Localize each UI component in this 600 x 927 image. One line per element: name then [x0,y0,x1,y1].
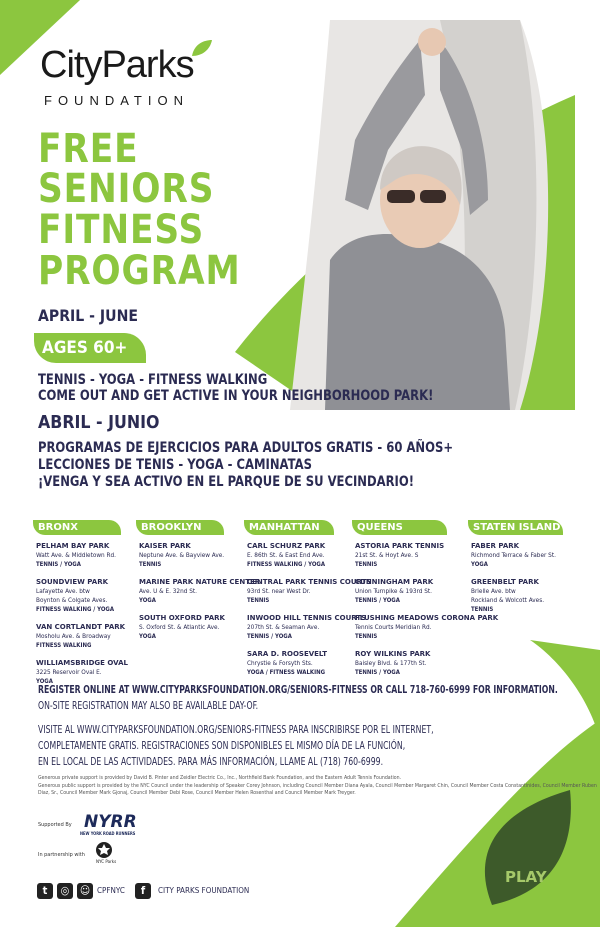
headline-free: FREE [38,126,139,172]
supported-by-label: Supported By [38,822,72,828]
fineprint-private: Generous private support is provided by David B. Pinter and Zeidler Electric Co., Inc., Northfield Bank Foundation, and the Eastern Adult Tennis Foundation. [38,775,402,781]
borough-header: BRONX [33,520,121,535]
borough-column-staten-island [468,520,578,622]
park-activities: TENNIS [139,561,162,568]
facebook-page: CITY PARKS FOUNDATION [158,886,250,895]
park-name: VAN CORTLANDT PARK [36,623,126,631]
park-name: ROY WILKINS PARK [355,650,431,658]
park-name: CARL SCHURZ PARK [247,542,326,550]
park-listing [352,541,462,569]
twitter-icon[interactable]: t [37,883,53,899]
park-activities: FITNESS WALKING [36,642,92,649]
park-name: GREENBELT PARK [471,578,539,586]
park-address: Neptune Ave. & Bayview Ave. [139,551,225,559]
park-activities: TENNIS [355,633,378,640]
park-listing [352,577,462,605]
play-label: PLAY [505,868,547,886]
park-address: Baisley Blvd. & 177th St. [355,659,427,667]
park-listing [352,649,462,677]
park-activities: YOGA [139,597,156,604]
borough-header: MANHATTAN [244,520,334,535]
instagram-icon[interactable]: ◎ [57,883,73,899]
tagline-english: COME OUT AND GET ACTIVE IN YOUR NEIGHBORHOOD PARK! [38,388,434,404]
park-name: FLUSHING MEADOWS CORONA PARK [355,614,499,622]
park-activities: TENNIS / YOGA [36,561,81,568]
borough-header: QUEENS [352,520,447,535]
snapchat-icon[interactable]: ☺ [77,883,93,899]
park-address: Tennis Courts Meridian Rd. [355,623,432,631]
borough-column-bronx [33,520,143,694]
park-activities: YOGA [36,678,53,685]
register-spanish-1: VISITE AL WWW.CITYPARKSFOUNDATION.ORG/SENIORS-FITNESS PARA INSCRIBIRSE POR EL INTERNET, [38,724,434,736]
logo-foundation: FOUNDATION [44,93,189,108]
register-spanish-2: COMPLETAMENTE GRATIS. REGISTRACIONES SON DISPONIBLES EL MISMO DÍA DE LA FUNCIÓN, [38,740,406,752]
park-address: Boynton & Colgate Aves. [36,596,108,604]
park-address: 21st St. & Hoyt Ave. S [355,551,419,559]
fineprint [38,775,598,798]
park-listing [352,613,499,641]
activities-english: TENNIS - YOGA - FITNESS WALKING [38,372,268,388]
park-address: Watt Ave. & Middletown Rd. [36,551,116,559]
park-activities: FITNESS WALKING / YOGA [36,606,115,613]
facebook-icon[interactable]: f [135,883,151,899]
headline-fitness: FITNESS [38,207,205,253]
borough-column-manhattan [244,520,372,685]
register-spanish-3: EN EL LOCAL DE LAS ACTIVIDADES. PARA MÁS INFORMACIÓN, LLAME AL (718) 760-6999. [38,756,384,768]
park-activities: FITNESS WALKING / YOGA [247,561,326,568]
fineprint-public: Generous public support is provided by the NYC Council under the leadership of Speaker Corey Johnson, including Council Member Diana Ayala, Council Member Margaret Chin, Council Member Costa Constantinides, Council Member Ruben Diaz, Sr., Council Member Mark Gjonaj, Council Member Debi Rose, Council Member Helen Rosenthal and Council Member Mark Treyger. [38,782,597,796]
park-address: Chrystie & Forsyth Sts. [247,659,313,667]
park-listing [136,541,246,569]
senior-woman-photo [290,20,548,410]
park-name: SOUTH OXFORD PARK [139,614,225,622]
park-activities: YOGA [471,561,488,568]
park-activities: TENNIS / YOGA [355,597,400,604]
register-english-2: ON-SITE REGISTRATION MAY ALSO BE AVAILABLE DAY-OF. [38,700,259,712]
park-address: Ave. U & E. 32nd St. [139,587,197,595]
park-address: Rockland & Wolcott Aves. [471,596,545,604]
park-name: WILLIAMSBRIDGE OVAL [36,659,128,667]
park-activities: TENNIS [471,606,494,613]
park-activities: YOGA [139,633,156,640]
park-address: 207th St. & Seaman Ave. [247,623,320,631]
ages-badge: AGES 60+ [34,333,146,363]
leaf-icon [190,38,214,58]
register-english-1: REGISTER ONLINE AT WWW.CITYPARKSFOUNDATION.ORG/SENIORS-FITNESS OR CALL 718-760-6999 FOR INFORMATION. [38,684,558,696]
social-handle: CPFNYC [97,886,125,895]
borough-column-brooklyn [136,520,261,649]
park-listing [244,577,372,605]
partnership-label: In partnership with [38,852,85,858]
park-name: SOUNDVIEW PARK [36,578,109,586]
park-listing [33,622,143,650]
park-listing [468,577,578,614]
park-name: INWOOD HILL TENNIS COURTS [247,614,367,622]
park-name: FABER PARK [471,542,520,550]
park-name: KAISER PARK [139,542,191,550]
dates-english: APRIL - JUNE [38,306,138,325]
park-name: SARA D. ROOSEVELT [247,650,328,658]
logo-cityparks: CityParks [40,44,194,86]
park-address: Lafayette Ave. btw [36,587,90,595]
park-activities: TENNIS [247,597,270,604]
nyrr-fullname: NEW YORK ROAD RUNNERS [80,831,136,836]
nyrr-logo: NYRR [84,812,137,832]
park-listing [468,541,578,569]
park-activities: TENNIS / YOGA [355,669,400,676]
park-activities: TENNIS [355,561,378,568]
park-listing [33,577,143,614]
park-address: 3225 Reservoir Oval E. [36,668,102,676]
park-address: Richmond Terrace & Faber St. [471,551,556,559]
park-listing [136,613,246,641]
dates-spanish: ABRIL - JUNIO [38,412,160,433]
park-address: Brielle Ave. btw [471,587,516,595]
spanish-line-3: ¡VENGA Y SEA ACTIVO EN EL PARQUE DE SU VECINDARIO! [38,474,415,490]
spanish-line-2: LECCIONES DE TENIS - YOGA - CAMINATAS [38,457,312,473]
park-address: 93rd St. near West Dr. [247,587,311,595]
park-name: CUNNINGHAM PARK [355,578,434,586]
park-activities: YOGA / FITNESS WALKING [247,669,326,676]
park-address: E. 86th St. & East End Ave. [247,551,325,559]
borough-header: BROOKLYN [136,520,224,535]
park-name: ASTORIA PARK TENNIS [355,542,445,550]
park-listing [244,649,354,677]
park-listing [244,613,367,641]
headline-seniors: SENIORS [38,166,215,212]
park-listing [33,658,143,686]
park-address: Mosholu Ave. & Broadway [36,632,111,640]
nyc-parks-label: NYC Parks [96,860,117,865]
park-activities: TENNIS / YOGA [247,633,292,640]
headline-program: PROGRAM [38,248,241,294]
park-listing [244,541,354,569]
park-name: PELHAM BAY PARK [36,542,110,550]
park-listing [33,541,143,569]
borough-header: STATEN ISLAND [468,520,563,535]
park-address: Union Turnpike & 193rd St. [355,587,432,595]
park-name: CENTRAL PARK TENNIS COURTS [247,578,372,586]
park-name: MARINE PARK NATURE CENTER [139,578,261,586]
park-address: S. Oxford St. & Atlantic Ave. [139,623,220,631]
spanish-line-1: PROGRAMAS DE EJERCICIOS PARA ADULTOS GRATIS - 60 AÑOS+ [38,440,454,456]
nyc-parks-leaf-icon [96,842,112,858]
